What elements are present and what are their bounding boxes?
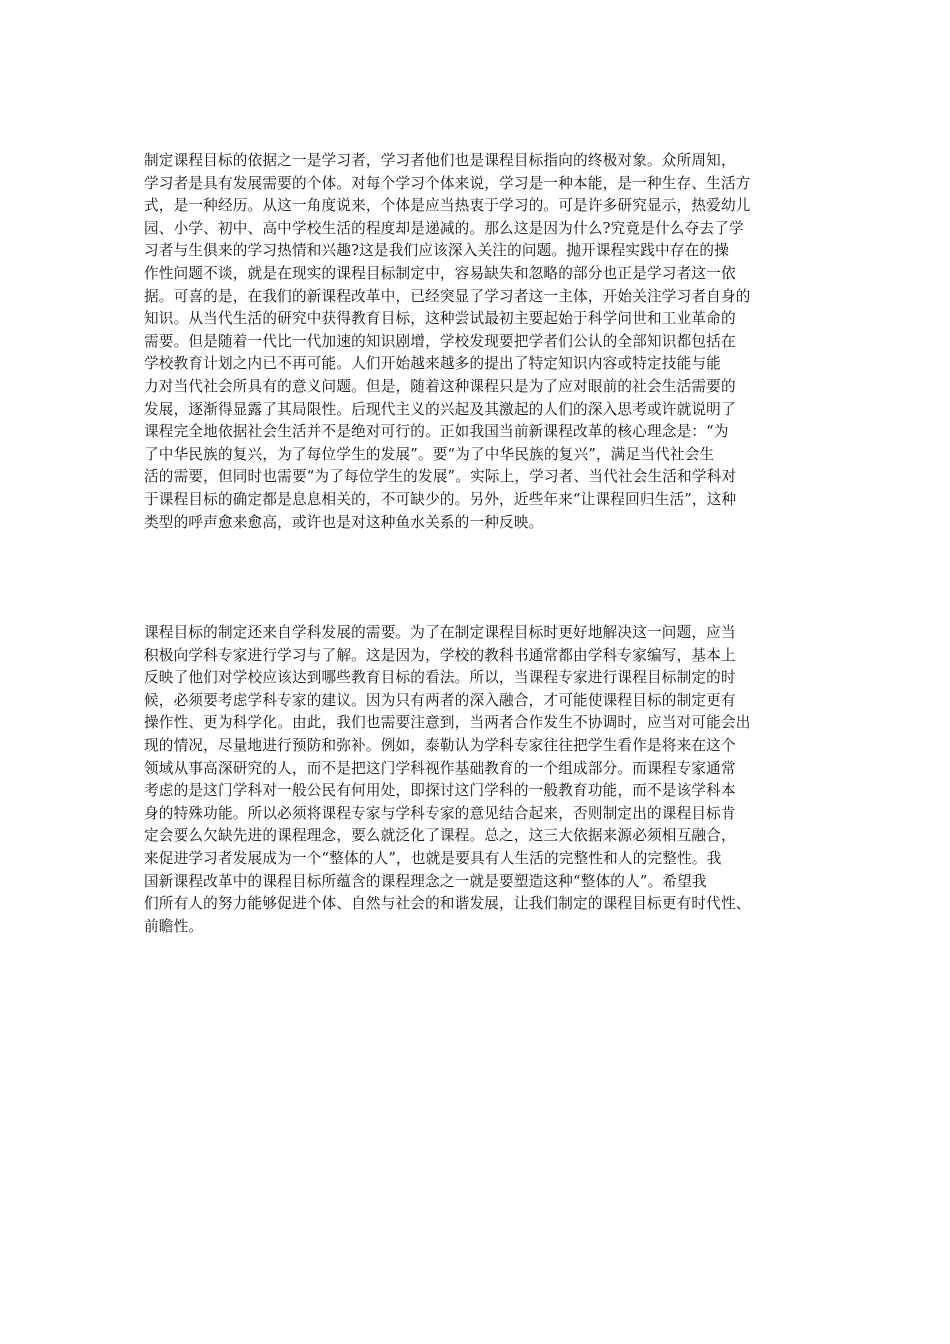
- text-line: 了中华民族的复兴，为了每位学生的发展”。要“为了中华民族的复兴”，满足当代社会生: [144, 445, 715, 463]
- text-line: 身的特殊功能。所以必须将课程专家与学科专家的意见结合起来，否则制定出的课程目标肯: [144, 804, 736, 822]
- text-line: 制定课程目标的依据之一是学习者，学习者他们也是课程目标指向的终极对象。众所周知，: [144, 152, 736, 169]
- text-line: 反映了他们对学校应该达到哪些教育目标的看法。所以，当课程专家进行课程目标制定的时: [144, 669, 736, 687]
- text-line: 考虑的是这门学科对一般公民有何用处，即探讨这门学科的一般教育功能，而不是该学科本: [144, 782, 736, 800]
- text-line: 学校教育计划之内已不再可能。人们开始越来越多的提出了特定知识内容或特定技能与能: [144, 355, 721, 373]
- text-line: 课程目标的制定还来自学科发展的需要。为了在制定课程目标时更好地解决这一问题，应当: [144, 624, 736, 641]
- text-line: 前瞻性。: [144, 917, 204, 935]
- text-line: 来促进学习者发展成为一个“整体的人”，也就是要具有人生活的完整性和人的完整性。我: [144, 849, 722, 867]
- text-line: 作性问题不谈，就是在现实的课程目标制定中，容易缺失和忽略的部分也正是学习者这一依: [144, 264, 736, 282]
- text-line: 领域从事高深研究的人，而不是把这门学科视作基础教育的一个组成部分。而课程专家通常: [144, 759, 736, 777]
- text-line: 知识。从当代生活的研究中获得教育目标，这种尝试最初主要起始于科学问世和工业革命的: [144, 310, 736, 328]
- text-line: 国新课程改革中的课程目标所蕴含的课程理念之一就是要塑造这种“整体的人”。希望我: [144, 872, 707, 890]
- paragraph-learners: [144, 150, 814, 534]
- text-line: 积极向学科专家进行学习与了解。这是因为，学校的教科书通常都由学科专家编写，基本上: [144, 646, 736, 664]
- text-line: 据。可喜的是，在我们的新课程改革中，已经突显了学习者这一主体，开始关注学习者自身的: [144, 287, 751, 305]
- text-line: 活的需要，但同时也需要“为了每位学生的发展”。实际上，学习者、当代社会生活和学科对: [144, 468, 737, 486]
- paragraph-subject-development: [144, 622, 814, 938]
- text-line: 们所有人的努力能够促进个体、自然与社会的和谐发展，让我们制定的课程目标更有时代性、: [144, 895, 751, 913]
- text-line: 需要。但是随着一代比一代加速的知识剧增，学校发现要把学者们公认的全部知识都包括在: [144, 332, 736, 350]
- text-line: 于课程目标的确定都是息息相关的，不可缺少的。另外，近些年来“让课程回归生活”，这种: [144, 490, 737, 508]
- text-line: 课程完全地依据社会生活并不是绝对可行的。正如我国当前新课程改革的核心理念是：“为: [144, 423, 729, 441]
- text-line: 学习者是具有发展需要的个体。对每个学习个体来说，学习是一种本能，是一种生存、生活方: [144, 174, 751, 192]
- text-line: 类型的呼声愈来愈高，或许也是对这种鱼水关系的一种反映。: [144, 513, 544, 531]
- text-line: 发展，逐渐得显露了其局限性。后现代主义的兴起及其激起的人们的深入思考或许就说明了: [144, 400, 736, 418]
- text-line: 操作性、更为科学化。由此，我们也需要注意到，当两者合作发生不协调时，应当对可能会出: [144, 714, 751, 732]
- text-line: 园、小学、初中、高中学校生活的程度却是递减的。那么这是因为什么?究竟是什么夺去了学: [144, 219, 744, 237]
- text-line: 习者与生俱来的学习热情和兴趣?这是我们应该深入关注的问题。抛开课程实践中存在的操: [144, 242, 729, 260]
- text-line: 式，是一种经历。从这一角度说来，个体是应当热衷于学习的。可是许多研究显示，热爱幼儿: [144, 197, 751, 215]
- text-line: 候，必须要考虑学科专家的建议。因为只有两者的深入融合，才可能使课程目标的制定更有: [144, 691, 736, 709]
- text-line: 定会要么欠缺先进的课程理念，要么就泛化了课程。总之，这三大依据来源必须相互融合，: [144, 827, 736, 845]
- text-line: 现的情况，尽量地进行预防和弥补。例如，泰勒认为学科专家往往把学生看作是将来在这个: [144, 736, 736, 754]
- text-line: 力对当代社会所具有的意义问题。但是，随着这种课程只是为了应对眼前的社会生活需要的: [144, 377, 736, 395]
